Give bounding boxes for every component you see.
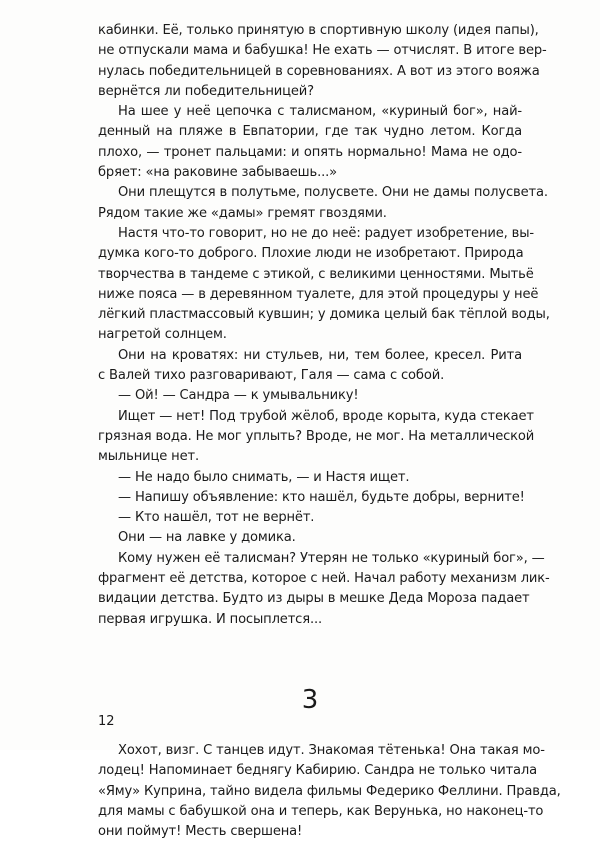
text-line: творчества в тандеме с этикой, с великими ценностями. Мытьё bbox=[98, 266, 534, 282]
text-line: с Валей тихо разговаривают, Галя — сама с собой. bbox=[98, 368, 445, 384]
text-line: — Кто нашёл, тот не вернёт. bbox=[118, 510, 315, 526]
text-line: кабинки. Её, только принятую в спортивную школу (идея папы), bbox=[98, 23, 539, 38]
text-line: — Ой! — Сандра — к умывальнику! bbox=[118, 388, 359, 404]
paragraph bbox=[98, 386, 522, 406]
paragraph bbox=[98, 468, 522, 488]
text-line: нагретой солнцем. bbox=[98, 327, 227, 343]
text-line: — Напишу объявление: кто нашёл, будьте добры, верните! bbox=[118, 489, 525, 505]
text-block-top bbox=[98, 21, 550, 630]
paragraph bbox=[98, 102, 522, 183]
text-line: «Яму» Куприна, тайно видела фильмы Федерико Феллини. Правда, bbox=[98, 783, 561, 799]
text-line: На шее у неё цепочка с талисманом, «куриный бог», най- bbox=[118, 104, 522, 120]
text-line: Они — на лавке у домика. bbox=[118, 530, 296, 546]
text-line: Они на кроватях: ни стульев, ни, тем более, кресел. Рита bbox=[118, 347, 522, 363]
paragraph bbox=[98, 21, 547, 102]
text-line: ниже пояса — в деревянном туалете, для этой процедуры у неё bbox=[98, 286, 539, 302]
paragraph bbox=[98, 508, 522, 528]
text-line: первая игрушка. И посыплется... bbox=[98, 611, 322, 627]
text-line: вернётся ли победительницей? bbox=[98, 83, 314, 99]
text-line: думка кого-то доброго. Плохие люди не изобретают. Природа bbox=[98, 246, 524, 262]
paragraph bbox=[98, 346, 522, 387]
paragraph bbox=[98, 183, 548, 224]
text-line: Кому нужен её талисман? Утерян не только «куриный бог», — bbox=[118, 550, 545, 566]
paragraph bbox=[98, 528, 522, 548]
text-line: плохо, — тронет пальцами: и опять нормально! Мама не одо- bbox=[98, 144, 522, 160]
text-line: — Не надо было снимать, — и Настя ищет. bbox=[118, 469, 410, 485]
text-line: лёгкий пластмассовый кувшин; у домика целый бак тёплой воды, bbox=[98, 307, 550, 323]
paragraph bbox=[98, 549, 550, 630]
page-number: 12 bbox=[98, 714, 115, 729]
paragraph bbox=[98, 741, 561, 842]
text-line: денный на пляже в Евпатории, где так чудно летом. Когда bbox=[98, 124, 522, 140]
paragraph bbox=[98, 488, 525, 508]
text-block-bottom bbox=[98, 741, 561, 842]
text-line: для мамы с бабушкой она и теперь, как Верунька, но наконец-то bbox=[98, 803, 544, 819]
chapter-heading: 3 bbox=[301, 684, 319, 715]
paragraph bbox=[98, 407, 535, 468]
text-line: они поймут! Месть свершена! bbox=[98, 824, 303, 840]
text-line: фрагмент её детства, которое с ней. Начал работу механизм лик- bbox=[98, 571, 550, 587]
text-line: лодец! Напоминает беднягу Кабирию. Сандра не только читала bbox=[98, 763, 538, 779]
text-line: мыльнице нет. bbox=[98, 449, 199, 465]
text-line: бряет: «на раковине забываешь...» bbox=[98, 165, 337, 181]
text-line: Ищет — нет! Под трубой жёлоб, вроде корыта, куда стекает bbox=[118, 408, 534, 424]
paragraph bbox=[98, 224, 550, 346]
text-line: грязная вода. Не мог уплыть? Вроде, не мог. На металлической bbox=[98, 428, 535, 444]
text-line: Настя что-то говорит, но не до неё: радует изобретение, вы- bbox=[118, 225, 534, 241]
text-line: нулась победительницей в соревнованиях. А вот из этого вояжа bbox=[98, 63, 540, 79]
text-line: Рядом такие же «дамы» гремят гвоздями. bbox=[98, 205, 387, 221]
text-line: видации детства. Будто из дыры в мешке Деда Мороза падает bbox=[98, 591, 530, 607]
text-line: Они плещутся в полутьме, полусвете. Они не дамы полусвета. bbox=[118, 185, 548, 201]
text-line: не отпускали мама и бабушка! Не ехать — отчислят. В итоге вер- bbox=[98, 43, 547, 59]
text-line: Хохот, визг. С танцев идут. Знакомая тётенька! Она такая мо- bbox=[118, 742, 545, 758]
